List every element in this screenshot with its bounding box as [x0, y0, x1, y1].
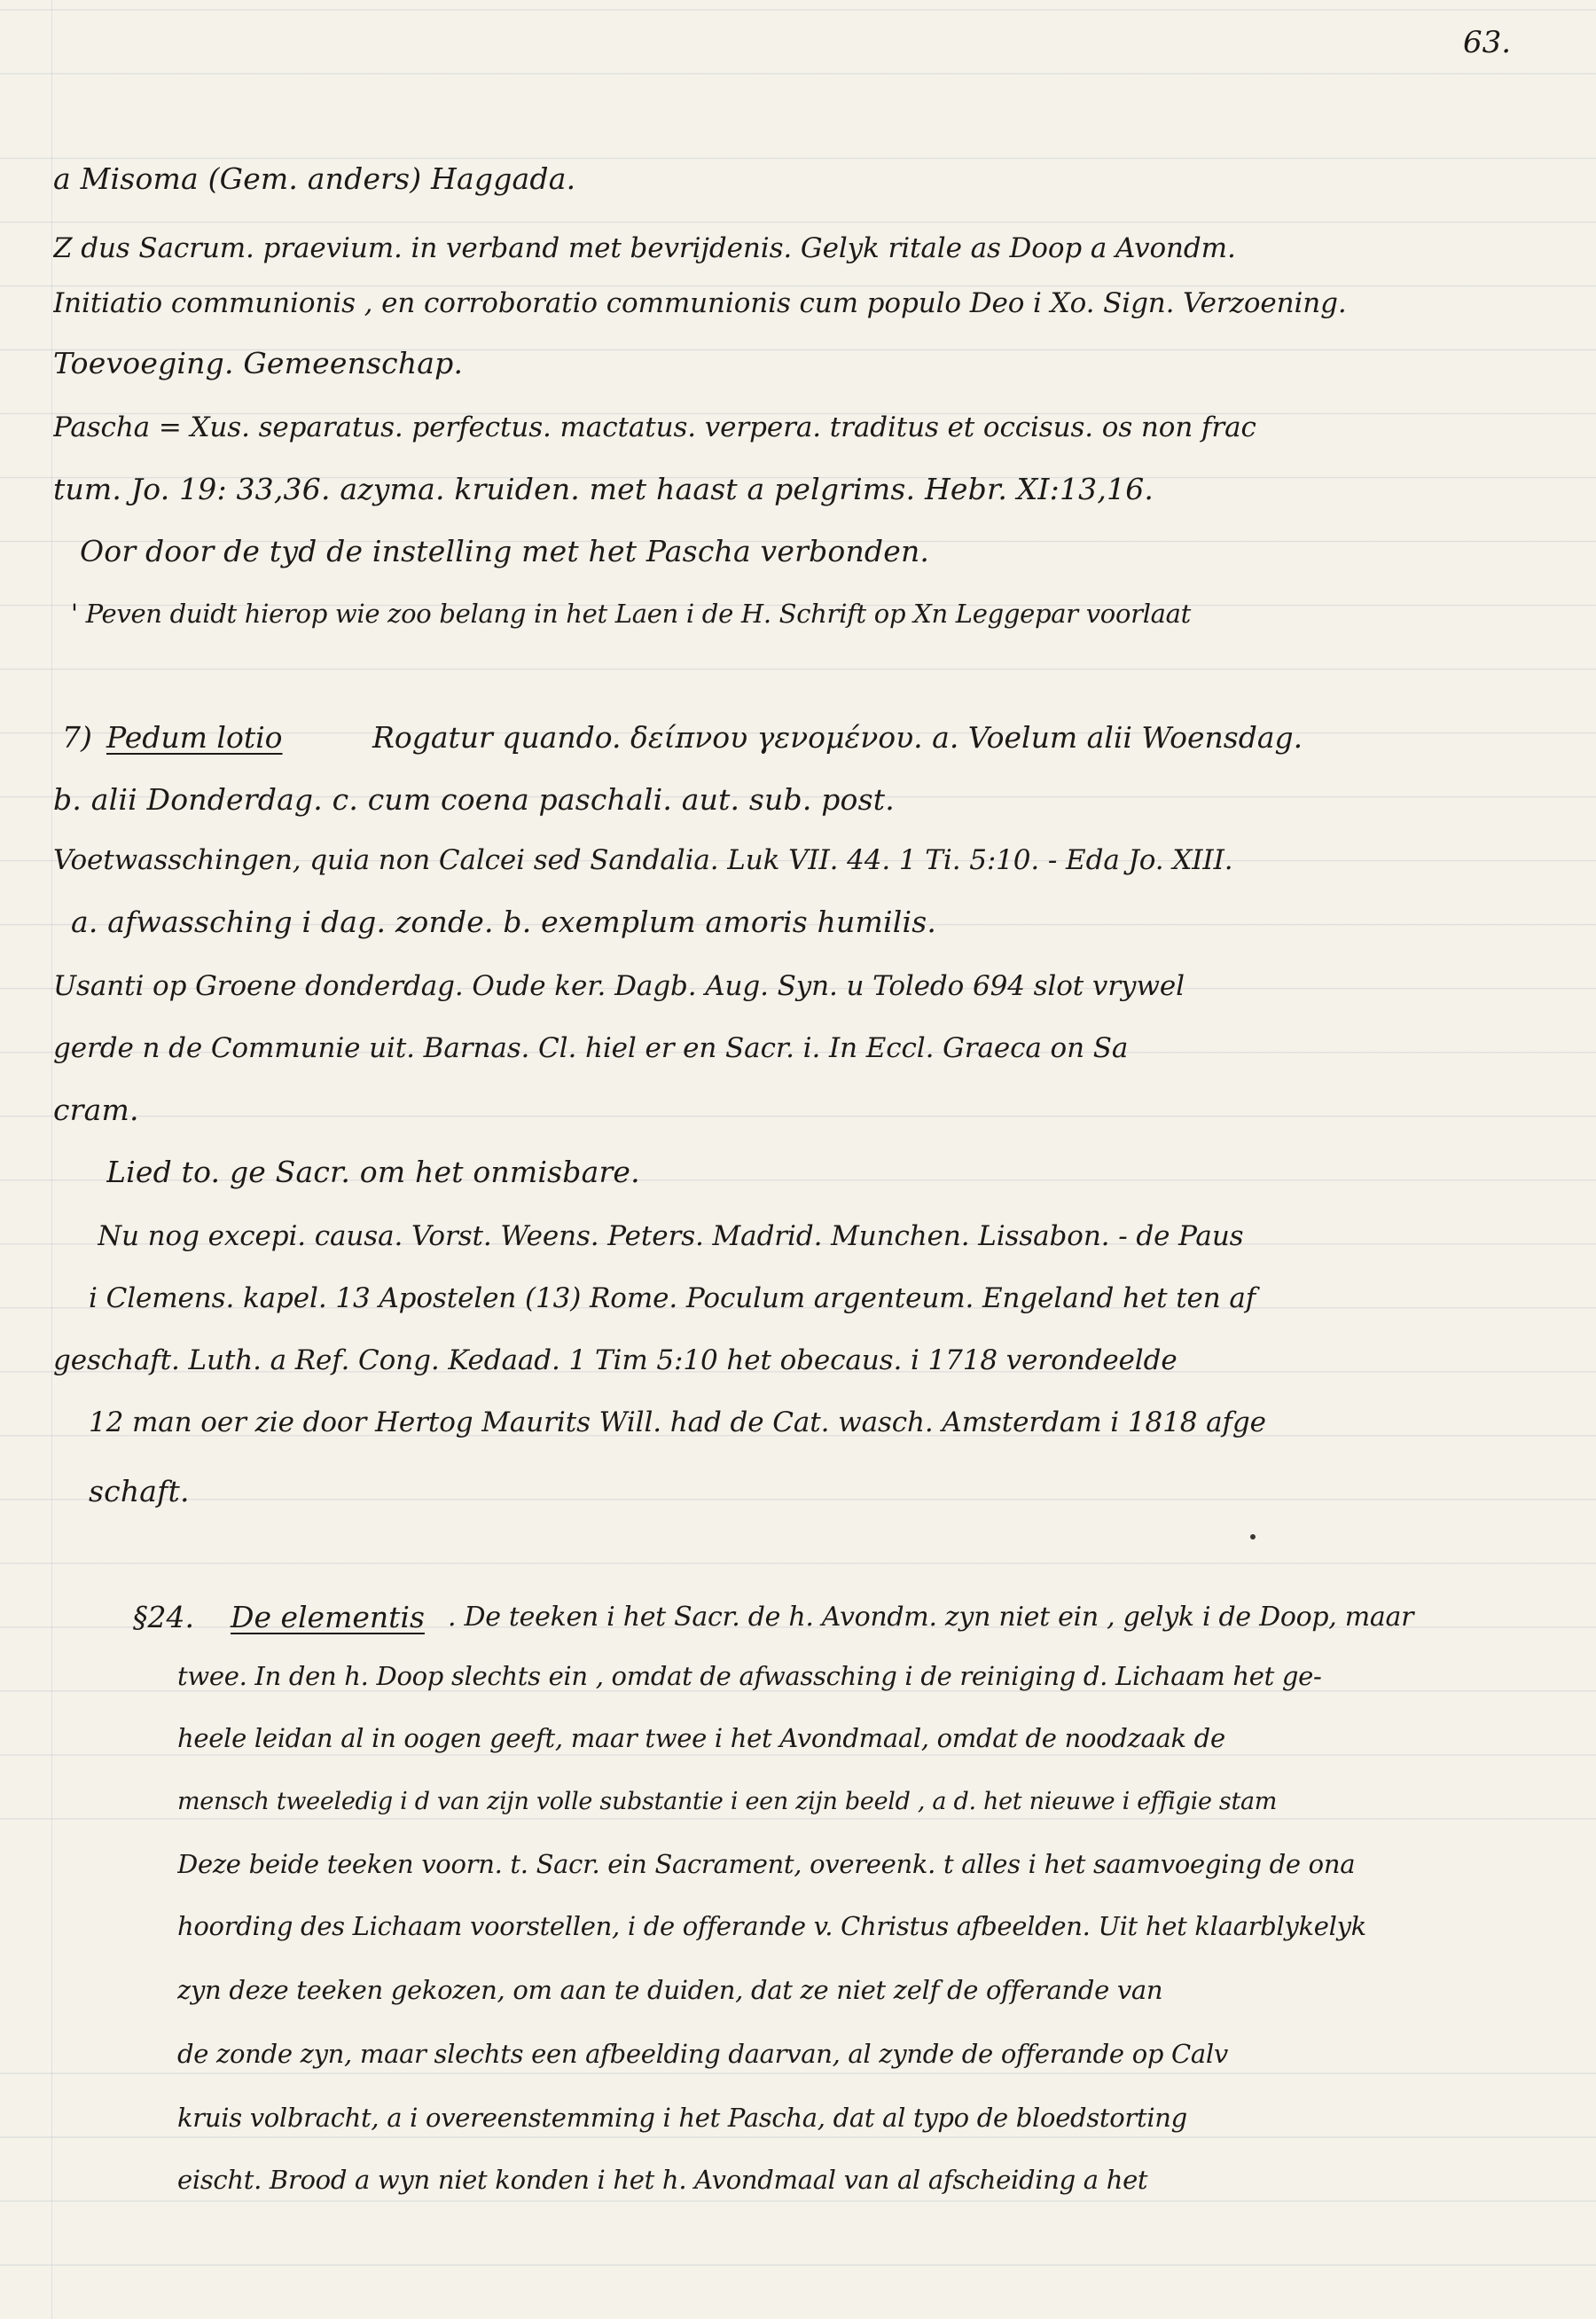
- text-line: cram.: [53, 1093, 139, 1127]
- section-heading: Pedum lotio: [106, 720, 283, 755]
- text-line: Nu nog excepi. causa. Vorst. Weens. Peters. Madrid. Munchen. Lissabon. - de Paus: [98, 1220, 1244, 1252]
- text-line: a. afwassching i dag. zonde. b. exemplum amoris humilis.: [71, 905, 937, 939]
- text-line: Usanti op Groene donderdag. Oude ker. Dagb. Aug. Syn. u Toledo 694 slot vrywel: [53, 970, 1185, 1002]
- text-line: kruis volbracht, a i overeenstemming i het Pascha, dat al typo de bloedstorting: [177, 2103, 1187, 2133]
- text-line: i Clemens. kapel. 13 Apostelen (13) Rome. Poculum argenteum. Engeland het ten af: [89, 1282, 1256, 1314]
- page-number: 63.: [1463, 25, 1512, 60]
- text-line: . De teeken i het Sacr. de h. Avondm. zyn niet ein , gelyk i de Doop, maar: [448, 1602, 1414, 1633]
- section-heading: De elementis: [231, 1600, 425, 1634]
- text-line: Lied to. ge Sacr. om het onmisbare.: [106, 1155, 640, 1189]
- text-line: Oor door de tyd de instelling met het Pascha verbonden.: [80, 534, 930, 568]
- text-line: heele leidan al in oogen geeft, maar twee i het Avondmaal, omdat de noodzaak de: [177, 1723, 1225, 1753]
- text-line: Initiatio communionis , en corroboratio communionis cum populo Deo i Xo. Sign. Verzoening.: [53, 287, 1347, 319]
- text-line: Rogatur quando. δείπνου γενομένου. a. Voelum alii Woensdag.: [372, 720, 1303, 755]
- text-line: mensch tweeledig i d van zijn volle substantie i een zijn beeld , a d. het nieuwe i effigie stam: [177, 1788, 1278, 1815]
- text-line: Pascha = Xus. separatus. perfectus. mactatus. verpera. traditus et occisus. os non frac: [53, 411, 1256, 443]
- margin-rule: [51, 0, 52, 2319]
- text-line: ' Peven duidt hierop wie zoo belang in het Laen i de H. Schrift op Xn Leggepar voorlaat: [71, 599, 1191, 629]
- section-number: §24.: [133, 1600, 194, 1634]
- text-line: Voetwasschingen, quia non Calcei sed Sandalia. Luk VII. 44. 1 Ti. 5:10. - Eda Jo. XIII.: [53, 844, 1233, 876]
- text-line: 12 man oer zie door Hertog Maurits Will. had de Cat. wasch. Amsterdam i 1818 afge: [89, 1406, 1266, 1438]
- text-line: twee. In den h. Doop slechts ein , omdat de afwassching i de reiniging d. Lichaam het ge-: [177, 1661, 1322, 1691]
- section-number: 7): [62, 720, 92, 755]
- text-line: hoording des Lichaam voorstellen, i de offerande v. Christus afbeelden. Uit het klaarblykelyk: [177, 1911, 1366, 1941]
- text-line: de zonde zyn, maar slechts een afbeelding daarvan, al zynde de offerande op Calv: [177, 2039, 1228, 2069]
- text-line: geschaft. Luth. a Ref. Cong. Kedaad. 1 Tim 5:10 het obecaus. i 1718 verondeelde: [53, 1344, 1177, 1376]
- text-line: eischt. Brood a wyn niet konden i het h. Avondmaal van al afscheiding a het: [177, 2165, 1148, 2195]
- text-line: zyn deze teeken gekozen, om aan te duiden, dat ze niet zelf de offerande van: [177, 1975, 1163, 2005]
- text-line: tum. Jo. 19: 33,36. azyma. kruiden. met haast a pelgrims. Hebr. XI:13,16.: [53, 472, 1154, 506]
- text-line: Deze beide teeken voorn. t. Sacr. ein Sacrament, overeenk. t alles i het saamvoeging de ona: [177, 1849, 1356, 1879]
- text-line: b. alii Donderdag. c. cum coena paschali. aut. sub. post.: [53, 782, 895, 817]
- text-line: Toevoeging. Gemeenschap.: [53, 346, 464, 380]
- text-line: Z dus Sacrum. praevium. in verband met bevrijdenis. Gelyk ritale as Doop a Avondm.: [53, 232, 1236, 264]
- text-line: schaft.: [89, 1474, 190, 1508]
- ink-dot: [1250, 1534, 1256, 1539]
- text-line: a Misoma (Gem. anders) Haggada.: [53, 161, 576, 196]
- text-line: gerde n de Communie uit. Barnas. Cl. hiel er en Sacr. i. In Eccl. Graeca on Sa: [53, 1032, 1129, 1064]
